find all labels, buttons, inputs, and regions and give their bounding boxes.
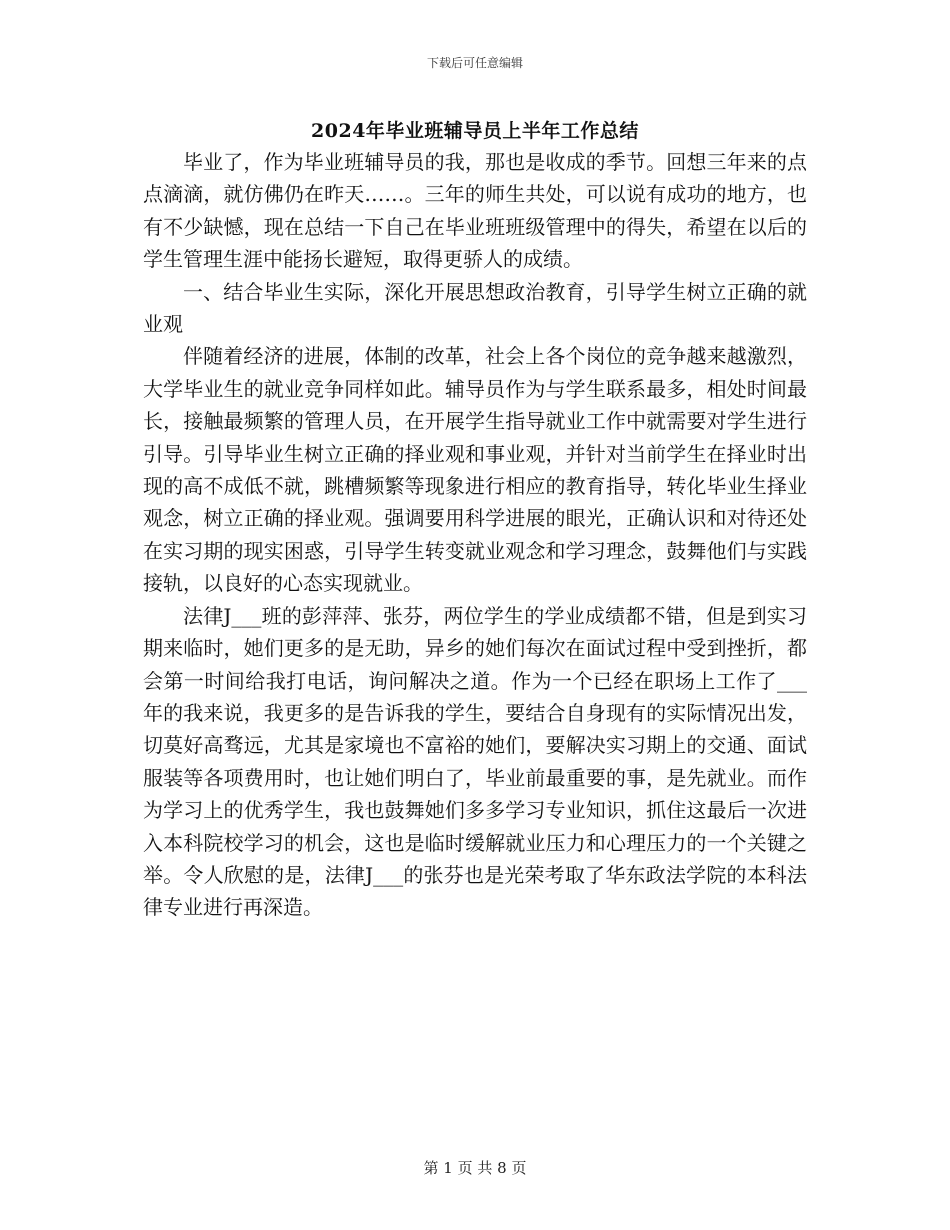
document-body	[143, 146, 807, 924]
paragraph-intro: 毕业了，作为毕业班辅导员的我，那也是收成的季节。回想三年来的点点滴滴，就仿佛仍在昨天……。三年的师生共处，可以说有成功的地方，也有不少缺憾，现在总结一下自己在毕业班班级管理中的得失，希望在以后的学生管理生涯中能扬长避短，取得更骄人的成绩。	[143, 150, 807, 272]
page-number: 第 1 页 共 8 页	[423, 1159, 527, 1177]
section-heading-1: 一、结合毕业生实际，深化开展思想政治教育，引导学生树立正确的就业观	[143, 279, 807, 337]
header-note: 下载后可任意编辑	[426, 56, 523, 70]
paragraph-employment-outlook: 伴随着经济的进展，体制的改革，社会上各个岗位的竞争越来越激烈，大学毕业生的就业竞争同样如此。辅导员作为与学生联系最多，相处时间最长，接触最频繁的管理人员，在开展学生指导就业工作中就需要对学生进行引导。引导毕业生树立正确的择业观和事业观，并针对当前学生在择业时出现的高不成低不就，跳槽频繁等现象进行相应的教育指导，转化毕业生择业观念，树立正确的择业观。强调要用科学进展的眼光，正确认识和对待还处在实习期的现实困惑，引导学生转变就业观念和学习理念，鼓舞他们与实践接轨，以良好的心态实现就业。	[143, 344, 807, 596]
document-title: 2024年毕业班辅导员上半年工作总结	[311, 120, 639, 142]
paragraph-student-case: 法律J___班的彭萍萍、张芬，两位学生的学业成绩都不错，但是到实习期来临时，她们更多的是无助，异乡的她们每次在面试过程中受到挫折，都会第一时间给我打电话，询问解决之道。作为一个已经在职场上工作了___年的我来说，我更多的是告诉我的学生，要结合自身现有的实际情况出发，切莫好高骛远，尤其是家境也不富裕的她们，要解决实习期上的交通、面试服装等各项费用时，也让她们明白了，毕业前最重要的事，是先就业。而作为学习上的优秀学生，我也鼓舞她们多多学习专业知识，抓住这最后一次进入本科院校学习的机会，这也是临时缓解就业压力和心理压力的一个关键之举。令人欣慰的是，法律J___的张芬也是光荣考取了华东政法学院的本科法律专业进行再深造。	[143, 603, 807, 920]
